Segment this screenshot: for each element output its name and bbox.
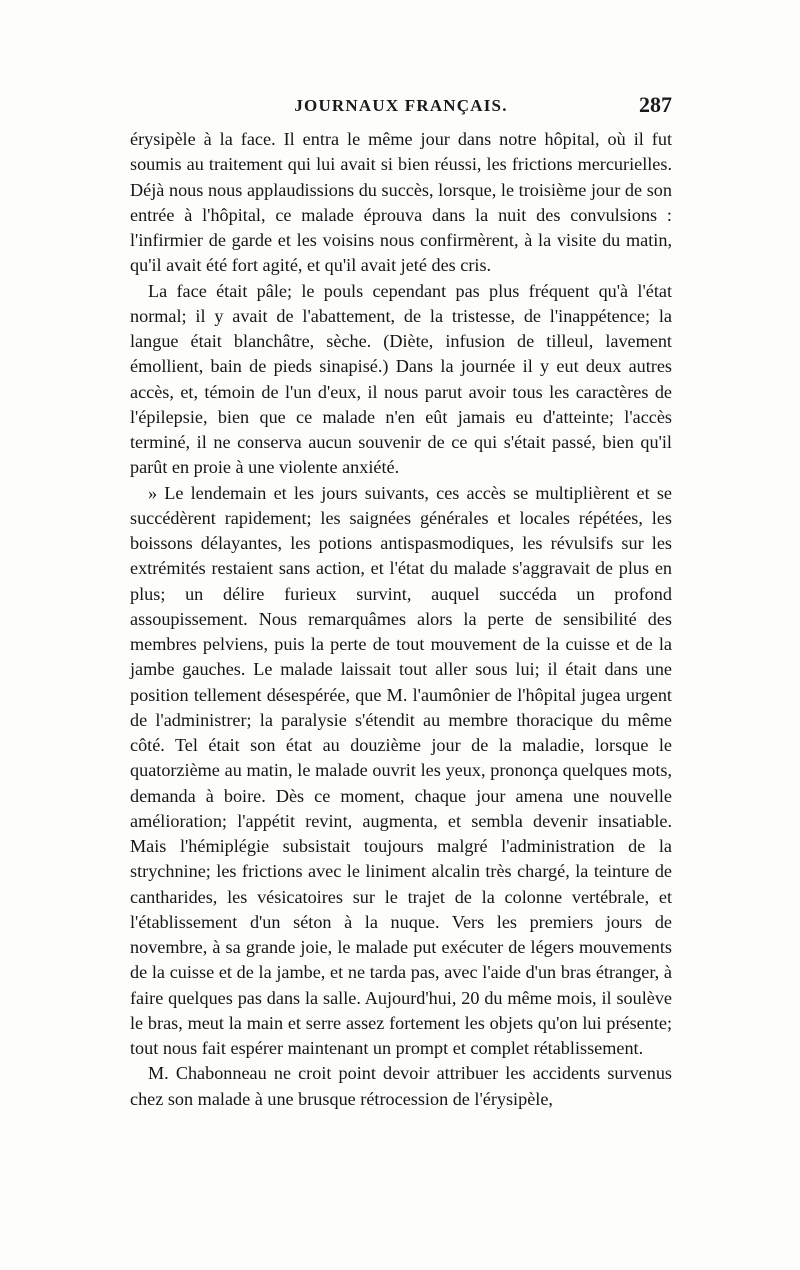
paragraph-face-pale: La face était pâle; le pouls cependant pas plus fréquent qu'à l'état normal; il y avait de l'abattement, de la tristesse, de l'inappétence; la langue était blanchâtre, sèche. (Diète, infusion de tilleul, lavement émollient, bain de pieds sinapisé.) Dans la journée il y eut deux autres accès, et, témoin de l'un d'eux, il nous parut avoir tous les caractères de l'épilepsie, bien que ce malade n'en eût jamais eu d'atteinte; l'accès terminé, il ne conserva aucun souvenir de ce qui s'était passé, bien qu'il parût en proie à une violente anxiété. xyxy=(130,280,672,478)
paragraph-lendemain: » Le lendemain et les jours suivants, ces accès se multiplièrent et se succédèrent rapidement; les saignées générales et locales répétées, les boissons délayantes, les potions antispasmodiques, les révulsifs sur les extrémités restaient sans action, et l'état du malade s'aggravait de plus en plus; un délire furieux survint, auquel succéda un profond assoupissement. Nous remarquâmes alors la perte de sensibilité des membres pelviens, puis la perte de tout mouvement de la cuisse et de la jambe gauches. Le malade laissait tout aller sous lui; il était dans une position tellement désespérée, que M. l'aumônier de l'hôpital jugea urgent de l'administrer; la paralysie s'étendit au membre thoracique du même côté. Tel était son état au douzième jour de la maladie, lorsque le quatorzième au matin, le malade ouvrit les yeux, prononça quelques mots, demanda à boire. Dès ce moment, chaque jour amena une nouvelle amélioration; l'appétit revint, augmenta, et sembla devenir insatiable. Mais l'hémiplégie subsistait toujours malgré l'administration de la strychnine; les frictions avec le liniment alcalin très chargé, la teinture de cantharides, les vésicatoires sur le trajet de la colonne vertébrale, et l'établissement d'un séton à la nuque. Vers les premiers jours de novembre, à sa grande joie, le malade put exécuter de légers mouvements de la cuisse et de la jambe, et ne tarda pas, avec l'aide d'un bras étranger, à faire quelques pas dans la salle. Aujourd'hui, 20 du même mois, il soulève le bras, meut la main et serre assez fortement les objets qu'on lui présente; tout nous fait espérer maintenant un prompt et complet rétablissement. xyxy=(130,482,672,1058)
page-header xyxy=(130,92,672,122)
paragraph-chabonneau: M. Chabonneau ne croit point devoir attribuer les accidents survenus chez son malade à une brusque rétrocession de l'érysipèle, xyxy=(130,1063,672,1109)
paragraph-continuation: érysipèle à la face. Il entra le même jour dans notre hôpital, où il fut soumis au traitement qui lui avait si bien réussi, les frictions mercurielles. Déjà nous nous applaudissions du succès, lorsque, le troisième jour de son entrée à l'hôpital, ce malade éprouva dans la nuit des convulsions : l'infirmier de garde et les voisins nous confirmèrent, à la visite du matin, qu'il avait été fort agité, et qu'il avait jeté des cris. xyxy=(130,129,672,276)
body-text xyxy=(130,127,672,1112)
running-title: JOURNAUX FRANÇAIS. xyxy=(294,96,508,115)
page-number: 287 xyxy=(639,92,672,117)
